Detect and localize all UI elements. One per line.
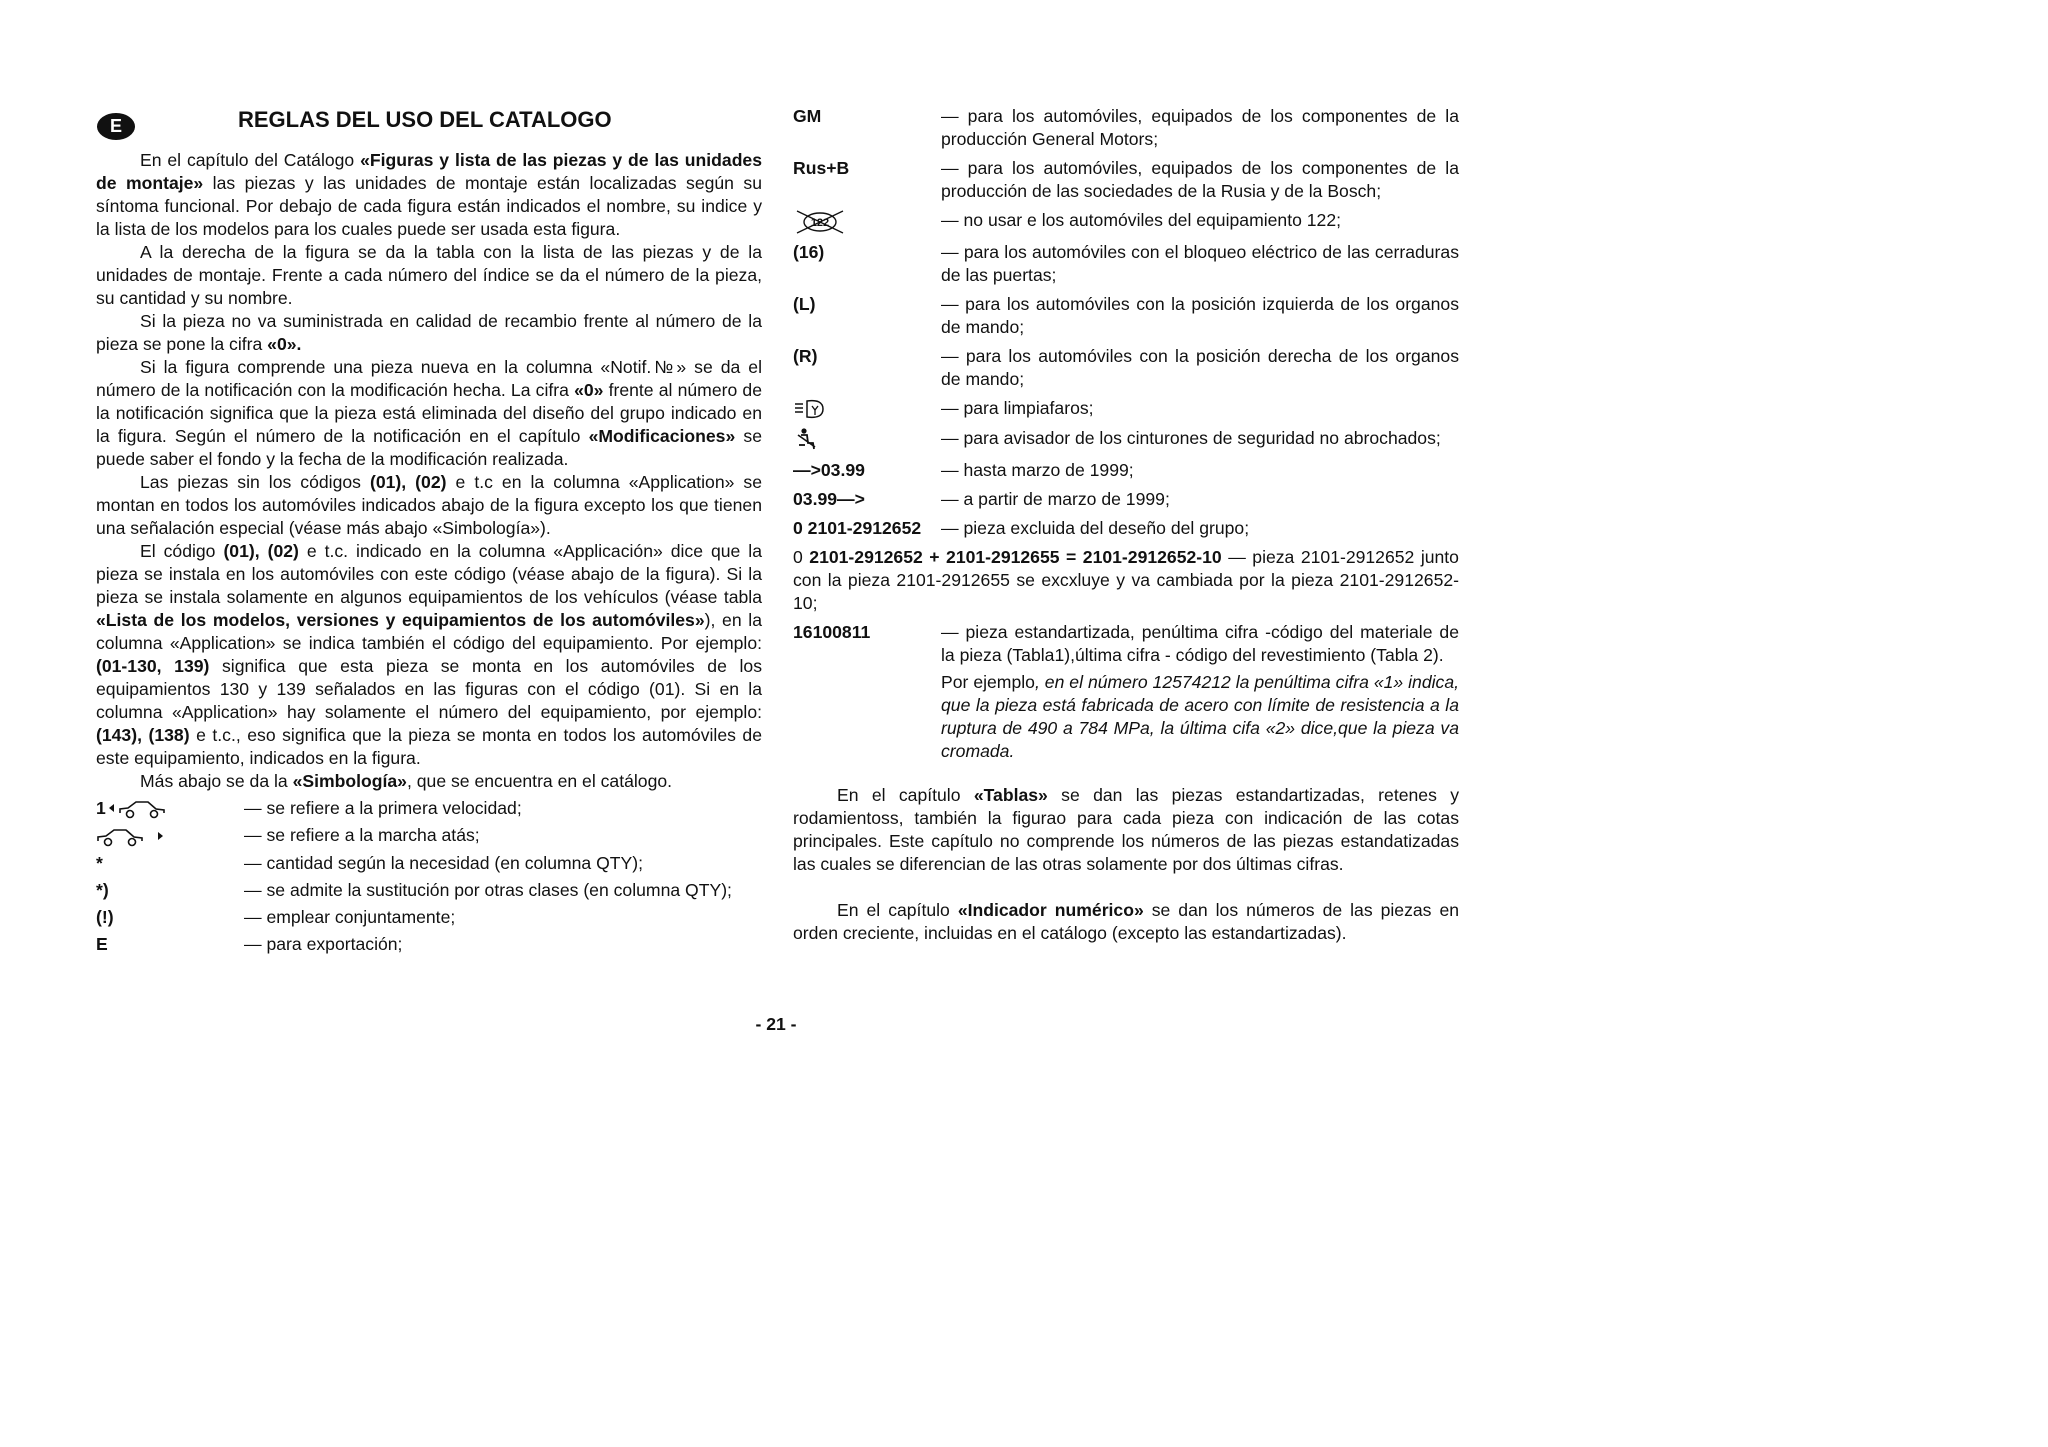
- symbol-key: *: [96, 852, 103, 873]
- page-title: REGLAS DEL USO DEL CATALOGO: [238, 107, 612, 132]
- symbol-entry: [793, 105, 1459, 151]
- symbol-entry: [793, 293, 1459, 339]
- symbol-description: — para limpiafaros;: [941, 398, 1094, 418]
- symbol-key: [793, 397, 941, 421]
- symbol-description: — para los automóviles, equipados de los componentes de la producción General Motors;: [941, 106, 1459, 149]
- symbol-key: [793, 427, 941, 453]
- symbol-description: — se refiere a la marcha atás;: [244, 825, 480, 846]
- symbol-key: 1: [96, 797, 244, 820]
- symbol-entry: [96, 906, 762, 929]
- symbol-key: (!): [96, 906, 114, 927]
- text-paragraph: En el capítulo «Indicador numérico» se dan los números de las piezas en orden creciente, incluidas en el catálogo (excepto las estandartizadas).: [793, 900, 1460, 944]
- symbol-key: (R): [793, 346, 818, 366]
- language-badge: E: [97, 113, 135, 140]
- symbol-entry: [793, 157, 1459, 203]
- text-paragraph: En el capítulo del Catálogo «Figuras y lista de las piezas y de las unidades de montaje» las piezas y las unidades de montaje están localizadas según su síntoma funcional. Por debajo de cada figura están indicados el nombre, su indice y la lista de los modelos para los cuales puede ser usada esta figura.: [96, 150, 763, 239]
- symbol-entry: [96, 852, 762, 875]
- symbol-entry: [96, 797, 762, 820]
- combo-formula: 2101-2912652 + 2101-2912655 = 2101-2912652-10: [809, 547, 1222, 568]
- symbol-key: (16): [793, 242, 825, 262]
- combo-entry: 0 2101-2912652 + 2101-2912655 = 2101-2912652-10 — pieza 2101-2912652 junto con la pieza 2101-2912655 se excxluye y va cambiada por la pieza 2101-2912652-10;: [793, 547, 1459, 614]
- symbol-entry: [96, 879, 762, 902]
- symbol-description: — para los automóviles con la posición izquierda de los organos de mando;: [941, 294, 1459, 337]
- page-number: - 21 -: [755, 1014, 797, 1034]
- symbol-description: — emplear conjuntamente;: [244, 906, 456, 927]
- svg-text:122: 122: [810, 217, 830, 229]
- symbol-entry: [793, 427, 1459, 453]
- symbol-key: 0 2101-2912652: [793, 518, 922, 539]
- symbol-entry: [96, 933, 762, 956]
- text-paragraph: El código (01), (02) e t.c. indicado en la columna «Applicación» dice que la pieza se instala en los automóviles con este código (véase abajo de la figura). Si la pieza se instala solamente en algunos equipamientos de los vehículos (véase tabla «Lista de los modelos, versiones y equipamientos de los automóviles»), en la columna «Application» se indica también el código del equipamiento. Por ejemplo: (01-130, 139) significa que esta pieza se monta en los automóviles de los equipamientos 130 y 139 señalados en las figuras con el código (01). Si en la columna «Application» hay solamente el número del equipamiento, por ejemplo: (143), (138) e t.c., eso significa que la pieza se monta en todos los automóviles de este equipamiento, indicados en la figura.: [96, 541, 763, 768]
- closing-paragraphs: [793, 784, 1459, 945]
- symbol-entry: [793, 397, 1459, 421]
- symbol-description: — para avisador de los cinturones de seguridad no abrochados;: [941, 428, 1441, 449]
- symbol-key: E: [96, 933, 108, 954]
- text-paragraph: A la derecha de la figura se da la tabla con la lista de las piezas y de la unidades de montaje. Frente a cada número del índice se da el número de la pieza, su cantidad y su nombre.: [96, 242, 762, 308]
- text-paragraph: Si la figura comprende una pieza nueva en la columna «Notif.№» se da el número de la notificación con la modificación hecha. La cifra «0» frente al número de la notificación significa que la pieza está eliminada del diseño del grupo indicado en la figura. Según el número de la notificación en el capítulo «Modificaciones» se puede saber el fondo y la fecha de la modificación realizada.: [96, 357, 762, 469]
- symbol-key: [96, 824, 244, 847]
- text-paragraph: Las piezas sin los códigos (01), (02) e t.c en la columna «Application» se montan en todos los automóviles indicados abajo de la figura excepto los que tienen una señalación especial (véase más abajo «Simbología»).: [96, 472, 763, 538]
- standard-part-key: 16100811: [793, 622, 871, 643]
- text-paragraph: En el capítulo «Tablas» se dan las piezas estandartizadas, retenes y rodamientoss, también la figurao para cada pieza con indicación de las cotas principales. Este capítulo no comprende los números de las piezas estandatizadas las cuales se diferencian de las otras solamente por dos últimas cifras.: [793, 785, 1459, 875]
- symbol-key: GM: [793, 106, 822, 126]
- symbol-description: — cantidad según la necesidad (en columna QTY);: [244, 852, 644, 873]
- symbol-description: — pieza excluida del deseño del grupo;: [941, 518, 1250, 539]
- symbol-key: 03.99—>: [793, 489, 865, 510]
- left-symbol-list: [96, 797, 762, 956]
- symbol-entry: [793, 459, 1459, 482]
- standard-part-example: Por ejemplo, en el número 12574212 la penúltima cifra «1» indica, que la pieza está fabricada de acero con límite de resistencia a la ruptura de 490 a 784 MPa, la última cifa «2» dice,que la pieza va cromada.: [941, 672, 1459, 762]
- symbol-key: *): [96, 879, 109, 900]
- symbol-description: — para exportación;: [244, 933, 403, 954]
- symbol-description: — no usar e los automóviles del equipamiento 122;: [941, 210, 1342, 230]
- symbol-description: — para los automóviles, equipados de los componentes de la producción de las sociedades de la Rusia y de la Bosch;: [941, 158, 1459, 201]
- symbol-entry: [793, 517, 1459, 540]
- left-column: [96, 105, 762, 960]
- crossed-122-icon: [793, 211, 847, 231]
- right-column: [793, 105, 1459, 945]
- symbol-key: —>03.99: [793, 460, 865, 481]
- text-paragraph: Más abajo se da la «Simbología», que se encuentra en el catálogo.: [140, 771, 673, 791]
- symbol-entry: [793, 209, 1459, 235]
- symbol-description: — hasta marzo de 1999;: [941, 460, 1134, 481]
- car-forward-icon: [106, 798, 168, 818]
- standard-part-desc: — pieza estandartizada, penúltima cifra -código del materiale de la pieza (Tabla1),última cifra - código del revestimiento (Tabla 2).: [941, 622, 1459, 666]
- symbol-entry: [793, 488, 1459, 511]
- symbol-key: [793, 209, 941, 235]
- headlamp-washer-icon: [793, 398, 829, 418]
- text-paragraph: Si la pieza no va suministrada en calidad de recambio frente al número de la pieza se pone la cifra «0».: [96, 311, 762, 354]
- symbol-entry: [793, 241, 1459, 287]
- right-symbol-list: [793, 105, 1459, 540]
- symbol-description: — para los automóviles con el bloqueo eléctrico de las cerraduras de las puertas;: [941, 242, 1459, 285]
- intro-paragraphs: [96, 149, 762, 793]
- symbol-entry: [793, 345, 1459, 391]
- symbol-key: Rus+B: [793, 158, 850, 178]
- symbol-description: — se admite la sustitución por otras clases (en columna QTY);: [244, 879, 732, 900]
- symbol-entry: [96, 824, 762, 847]
- standard-part-entry: [793, 621, 1459, 667]
- car-reverse-icon: [96, 825, 172, 845]
- symbol-description: — se refiere a la primera velocidad;: [244, 798, 522, 818]
- symbol-key: (L): [793, 294, 816, 314]
- symbol-description: — para los automóviles con la posición derecha de los organos de mando;: [941, 346, 1459, 389]
- symbol-description: — a partir de marzo de 1999;: [941, 489, 1170, 510]
- seatbelt-warning-icon: [793, 429, 819, 449]
